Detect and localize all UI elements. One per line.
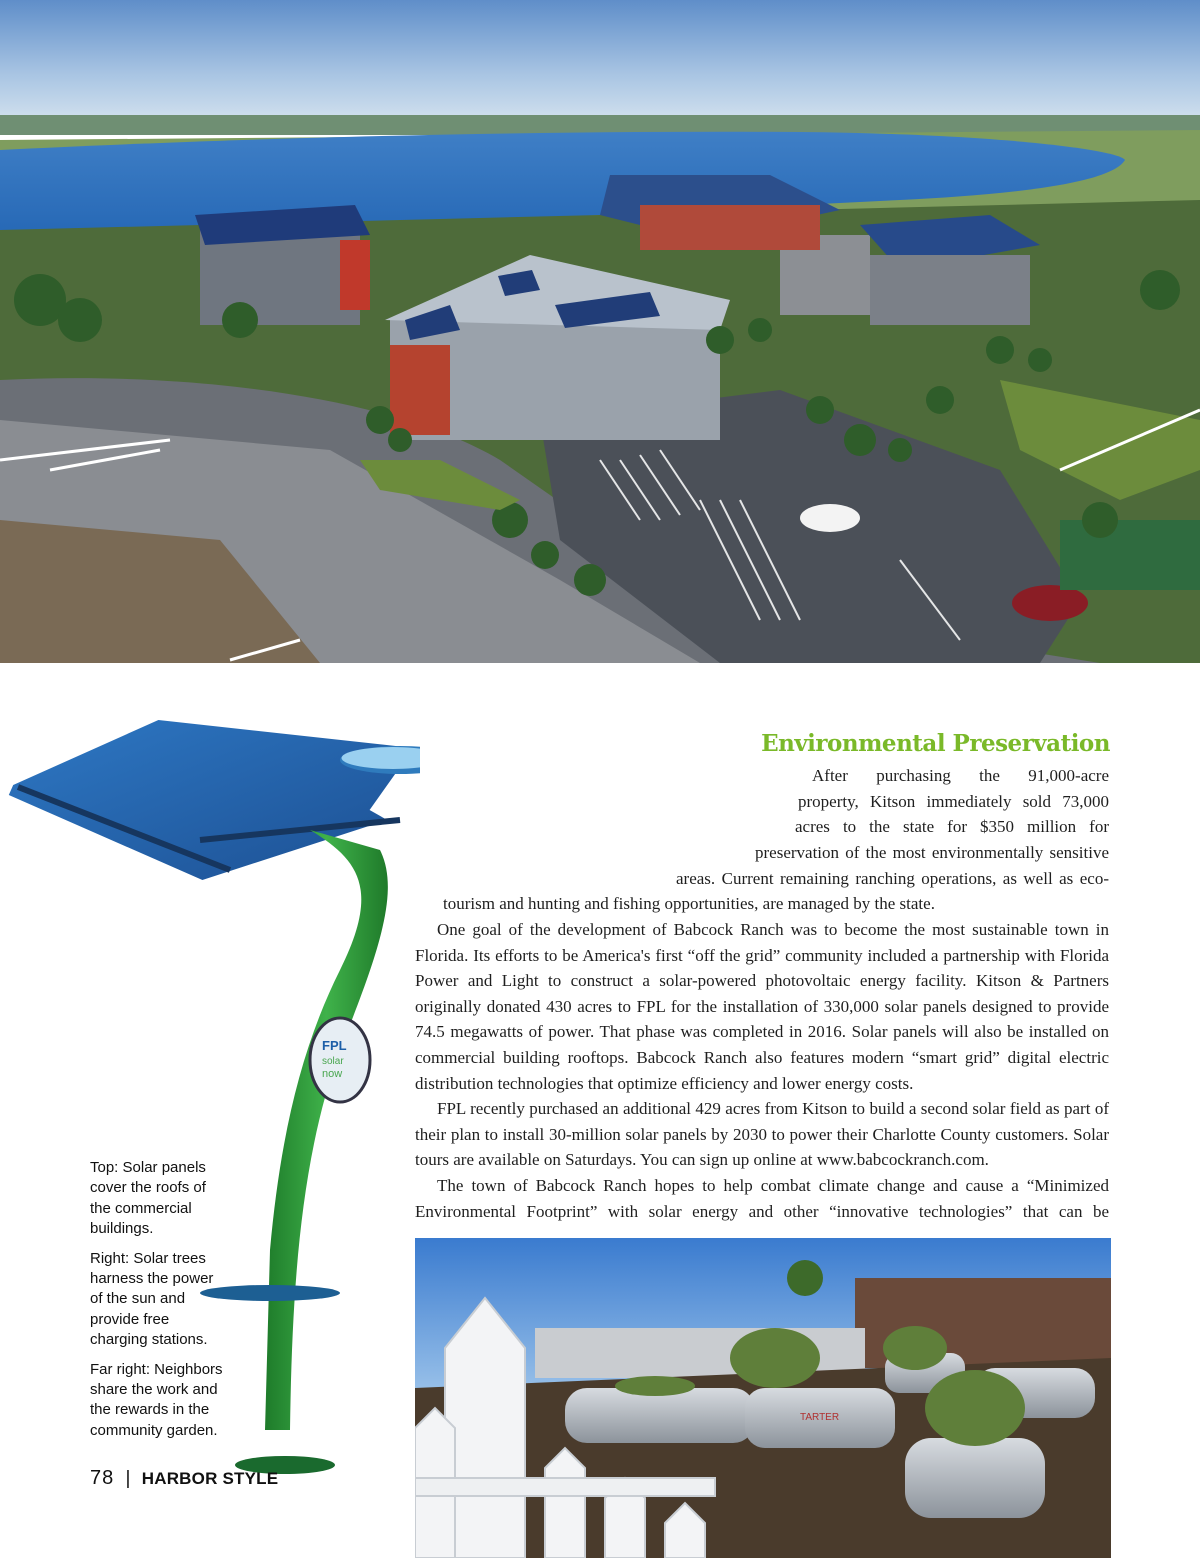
paragraph-4: The town of Babcock Ranch hopes to help combat climate change and cause a “Minimized Environmental Footprint” with solar energy and other “innovative technologies” that can be (415, 1175, 1109, 1221)
para1-line-1-text: After purchasing the 91,000-acre (812, 766, 1109, 785)
aerial-town-photo (0, 0, 1200, 663)
body-column (415, 917, 1109, 1224)
page-folio (90, 1467, 278, 1490)
para1-line-2-text: property, Kitson immediately sold 73,000 (798, 792, 1109, 811)
para1-line-4-text: preservation of the most environmentally sensitive (755, 843, 1109, 862)
sign-text-fpl: FPL (322, 1038, 347, 1053)
caption-top: Top: Solar panels cover the roofs of the commercial buildings. (90, 1159, 206, 1238)
para1-line-3 (795, 814, 1109, 840)
paragraph-3: FPL recently purchased an additional 429 acres from Kitson to build a second solar field as part of their plan to install 30-million solar panels by 2030 to power their Charlotte County customers. Solar tours are available on Saturdays. You can sign up online at www.babcockranch.com. (415, 1099, 1109, 1170)
para1-line-2 (798, 789, 1109, 815)
caption-right: Right: Solar trees harness the power of the sun and provide free charging stations. (90, 1249, 214, 1349)
community-garden-photo (415, 1238, 1111, 1558)
folio-separator: | (125, 1468, 131, 1489)
para1-line-4 (755, 840, 1109, 866)
planter-label: TARTER (800, 1412, 840, 1423)
caption-far-right: Far right: Neighbors share the work and the rewards in the community garden. (90, 1360, 223, 1439)
para1-line-5 (676, 866, 1109, 892)
photo-captions (90, 1158, 230, 1450)
section-heading: Environmental Preservation (761, 730, 1110, 757)
sign-text-solar: solar (322, 1056, 344, 1067)
paragraph-2: One goal of the development of Babcock Ranch was to become the most sustainable town in Florida. Its efforts to be America's first “off the grid” community included a partnership with Florida Power and Light to construct a solar-powered photovoltaic energy facility. Kitson & Partners originally donated 430 acres to FPL for the installation of 330,000 solar panels designed to provide 74.5 megawatts of power. That phase was completed in 2016. Solar panels will also be installed on commercial building rooftops. Babcock Ranch also features modern “smart grid” digital electric distribution technologies that optimize efficiency and lower energy costs. (415, 920, 1109, 1093)
para1-line-6-text: tourism and hunting and fishing opportunities, are managed by the state. (443, 894, 935, 913)
page-number: 78 (90, 1467, 115, 1489)
magazine-name: HARBOR STYLE (141, 1469, 279, 1488)
sign-text-now: now (322, 1068, 343, 1080)
para1-line-6 (443, 891, 963, 917)
para1-line-3-text: acres to the state for $350 million for (795, 817, 1109, 836)
aerial-town-illustration (0, 0, 1200, 663)
garden-illustration (415, 1238, 1111, 1558)
para1-line-1 (812, 763, 1109, 789)
para1-line-5-text: areas. Current remaining ranching operations, as well as eco- (676, 869, 1109, 888)
